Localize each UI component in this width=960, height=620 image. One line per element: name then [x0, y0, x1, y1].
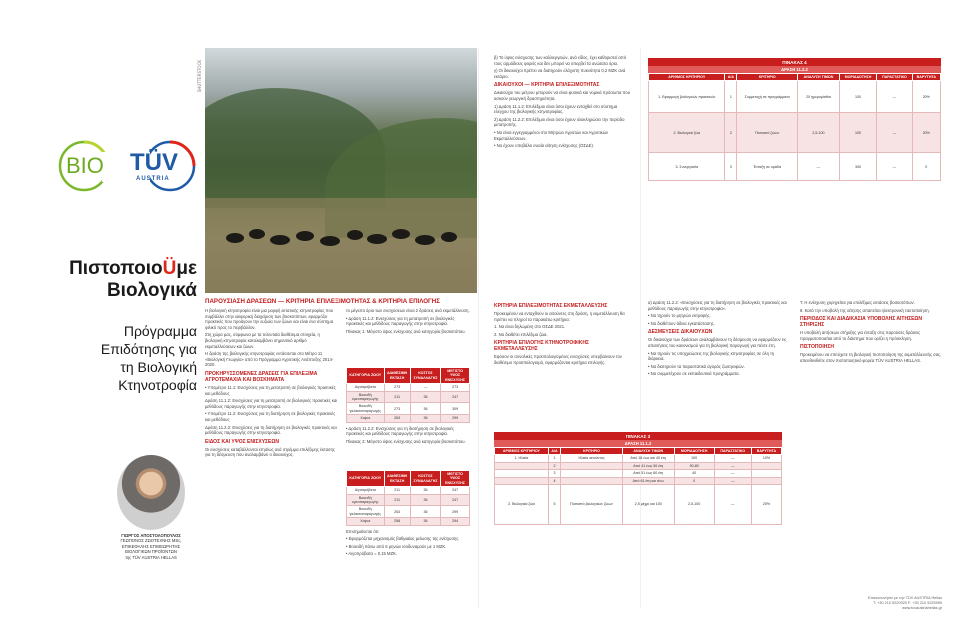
table-cell: Ηλικία αιτούντος — [561, 455, 623, 462]
bullet: 1. Να είναι δηλωμένη στο ΟΣΔΕ 2021. — [494, 324, 566, 330]
table-cell: 247 — [441, 487, 470, 494]
table-header-row — [495, 448, 782, 455]
table-cell: Βοοειδή γαλακτοπαραγωγής — [347, 403, 385, 415]
paragraph: Προκειμένου να επιτύχετε τη βιολογική πιστοποίηση της εκμετάλλευσής σας, απευθυνθείτε στον πιστοποιητικό φορέα TÜV AUSTRIA HELLAS. — [800, 352, 942, 363]
table-row — [347, 384, 470, 391]
logo-tuv-text: TÜV — [130, 149, 178, 176]
table-4 — [648, 58, 941, 181]
table-cell: 2,5 μέχρι και 100 — [622, 485, 674, 525]
paragraph: α) Δράση 11.2.2: «Ενισχύσεις για τη διατήρηση σε βιολογικές πρακτικές και μεθόδους παραγωγής στην κτηνοτροφία». — [648, 300, 787, 311]
table-cell: 20% — [751, 485, 781, 525]
table-cell: 5 — [548, 485, 560, 525]
section-heading: ΠΙΣΤΟΠΟΙΗΣΗ — [800, 344, 834, 351]
table-cell: 0 — [674, 477, 714, 484]
article-column-5 — [648, 300, 788, 379]
table-header: ΜΟΡΙΑΔΟΤΗΣΗ — [839, 74, 877, 81]
table-subtitle: ΔΡΑΣΗ 11.2.2 — [648, 66, 941, 73]
article-column-4 — [494, 300, 632, 368]
bullet: • Να είναι εγγεγραμμένοι στο Μητρώο Αγροτών και Αγροτικών Εκμεταλλεύσεων. — [494, 129, 609, 141]
footer-line: Τ: +30 210 5220920 F: +30 210 5225959 — [873, 601, 942, 605]
table-cell: 258 — [384, 518, 410, 525]
table-header: ΠΑΡΑΣΤΑΤΙΚΟ — [877, 74, 912, 81]
table-header-row — [347, 368, 470, 384]
table-cell: 36 — [410, 415, 440, 422]
footer-contact — [800, 596, 942, 611]
table-row — [347, 415, 470, 422]
cover-title — [69, 258, 197, 302]
bullet: • Εφαρμόζεται μηχανισμός βαθμιαίας μείωσης της ενίσχυσης. — [346, 536, 460, 542]
author-name: ΓΙΩΡΓΟΣ ΑΠΟΣΤΟΛΟΠΟΥΛΟΣ — [121, 533, 181, 538]
table-cell — [495, 477, 549, 484]
paragraph: Οι δικαιούχοι των δράσεων αναλαμβάνουν τη δέσμευση να εφαρμόζουν τις απαιτήσεις του κανονισμού για τη βιολογική παραγωγή για πέντε έτη. — [648, 337, 787, 348]
table-cell: 263 — [384, 415, 410, 422]
cover-panel — [0, 0, 205, 620]
table-cell: 247 — [441, 391, 470, 403]
table-cell: — — [714, 477, 751, 484]
table-row — [495, 455, 782, 462]
table-cell: 1. Ηλικία — [495, 455, 549, 462]
bullet: • Να έχουν υποβάλει ενιαία αίτηση ενίσχυσης (ΟΣΔΕ). — [494, 143, 595, 149]
table-cell: Ένταξη σε ομάδα — [737, 153, 798, 181]
table-cell: Χοίροι — [347, 518, 385, 525]
section-heading: ΠΕΡΙΟΔΟΣ ΚΑΙ ΔΙΑΔΙΚΑΣΙΑ ΥΠΟΒΟΛΗΣ ΑΙΤΗΣΕΩΝ ΣΤΗΡΙΞΗΣ — [800, 316, 923, 329]
paragraph: • Δράση 11.2.2: Ενισχύσεις για τη διατήρηση σε βιολογικές πρακτικές και μεθόδους παραγωγής στην κτηνοτροφία. — [346, 425, 454, 437]
bullet: • Αιγοπρόβατα = 0,15 ΜΖΚ. — [346, 551, 398, 557]
table-cell: — — [877, 153, 912, 181]
table-cell: 1 — [725, 81, 737, 113]
table-cell: Συμμετοχή σε προγράμματα — [737, 81, 798, 113]
table-cell — [751, 470, 781, 477]
bullet: • Να συμμετέχουν σε εκπαιδευτικά προγράμματα. — [648, 371, 740, 377]
table-cell: Χοίροι — [347, 415, 385, 422]
table-cell: 299 — [441, 506, 470, 518]
table-cell: 211 — [384, 487, 410, 494]
paragraph: 8. Κατά την υποβολή της αίτησης απαιτείται ηλεκτρονική ταυτοποίηση. — [800, 307, 930, 313]
paragraph: Πίνακας 1: Μέγιστο ύψος ενίσχυσης ανά κατηγορία βοσκοτόπου. — [346, 328, 466, 334]
article-column-3 — [494, 55, 632, 151]
title-part2: με — [176, 258, 197, 279]
author-role: της TÜV AUSTRIA HELLAS — [125, 554, 177, 560]
table-cell: 273 — [384, 384, 410, 391]
table-header: ΑΝΑΛΥΣΗ ΤΙΜΩΝ — [622, 448, 674, 455]
table-header: ΜΕΓΙΣΤΟ ΥΨΟΣ ΕΝΙΣΧΥΣΗΣ — [441, 368, 470, 384]
table-cell: Από 61 έτη και άνω — [622, 477, 674, 484]
table-cell: — — [877, 81, 912, 113]
table-header: ΚΟΣΤΟΣ ΣΥΝΑΛΛΑΓΗΣ — [410, 368, 440, 384]
table-cell: 1. Εφαρμογή βιολογικών πρακτικών — [649, 81, 725, 113]
footer-line: Επικοινωνήστε με την TÜV AUSTRIA Hellas — [867, 596, 942, 600]
author-role: ΕΠΙΚΕΦΑΛΗΣ ΕΠΙΘΕΩΡΗΤΗΣ — [121, 543, 181, 549]
table-cell: 247 — [441, 494, 470, 506]
table-cell: 20 ημερομίσθια — [798, 81, 840, 113]
paragraph: Η βιολογική κτηνοτροφία είναι μια μορφή εκτατικής κτηνοτροφίας που συμβάλλει στην αειφορική διαχείριση των βοσκοτόπων, εφαρμόζει πρακτικές που προάγουν την ευζωία των ζώων και είναι ένα σύστημα φιλικό προς το περιβάλλον. — [205, 308, 334, 330]
subtitle-line: Κτηνοτροφία — [118, 377, 197, 393]
table-header: ΒΑΡΥΤΗΤΑ — [912, 74, 940, 81]
table-cell: 100 — [839, 81, 877, 113]
table-row — [347, 506, 470, 518]
table-cell: 2,5-100 — [798, 113, 840, 153]
table-cell: 2 — [725, 113, 737, 153]
table-cell: 2 — [548, 462, 560, 469]
table-cell: 211 — [384, 494, 410, 506]
subtitle-line: τη Βιολογική — [120, 359, 197, 375]
table-header: ΑΝΑΛΥΣΗ ΤΙΜΩΝ — [798, 74, 840, 81]
paragraph: γ) Οι δικαιούχοι πρέπει να διατηρούν ελάχιστη πυκνότητα 0,2 ΜΖΚ ανά εκτάριο. — [494, 68, 626, 79]
article-column-2 — [346, 308, 472, 336]
goat-herd — [215, 208, 465, 258]
author-photo — [117, 455, 185, 530]
table-cell: 3. Συνεργασία — [649, 153, 725, 181]
table-row — [649, 113, 941, 153]
bullet: • Βοοειδή πάνω από 6 μηνών ισοδυναμούν με 1 ΜΖΚ. — [346, 543, 447, 549]
paragraph: Επισημαίνεται ότι: — [346, 528, 380, 534]
table-header: ΔΙΑΘΕΣΙΜΗ ΕΚΤΑΣΗ — [384, 368, 410, 384]
author-role: ΓΕΩΠΟΝΟΣ ΖΩΟΤΕΧΝΗΣ MSc, — [120, 538, 182, 544]
table-cell: 299 — [441, 415, 470, 422]
table-cell: Βοοειδή γαλακτοπαραγωγής — [347, 506, 385, 518]
footer-link[interactable]: www.tuvaustriahellas.gr — [902, 606, 942, 610]
paragraph: Η υποβολή αιτήσεων στήριξης για ένταξη στις παρούσες δράσεις πραγματοποιείται από το διάστημα που ορίζει η πρόσκληση. — [800, 330, 921, 341]
table-cell — [561, 462, 623, 469]
paragraph: 1) Δράση 11.1.2: Επιλέξιμοι είναι όσοι έχουν ενταχθεί στο σύστημα ελέγχου της βιολογικής κτηνοτροφίας. — [494, 103, 618, 115]
title-u: Ü — [162, 258, 177, 279]
table-cell: — — [410, 384, 440, 391]
table-title: ΠΙΝΑΚΑΣ 3 — [494, 432, 782, 440]
table-cell: 0 — [912, 153, 940, 181]
table-row — [649, 153, 941, 181]
subtitle-line: Επιδότησης για — [100, 341, 197, 357]
bullet: • Να διατηρούν τα παραστατικά αγοράς ζωοτροφών. — [648, 363, 745, 369]
table-cell — [495, 470, 549, 477]
table-row — [495, 462, 782, 469]
bullet: Δράση 11.2.2: Ενισχύσεις για τη διατήρηση σε βιολογικές πρακτικές και μεθόδους παραγωγής στην κτηνοτροφία. — [205, 424, 337, 436]
table-header: ΚΑΤΗΓΟΡΙΑ ΖΩΟΥ — [347, 368, 385, 384]
table-cell: — — [714, 462, 751, 469]
main-heading: ΠΑΡΟΥΣΙΑΣΗ ΔΡΑΣΕΩΝ — ΚΡΙΤΗΡΙΑ ΕΠΙΛΕΞΙΜΟΤΗΤΑΣ & ΚΡΙΤΗΡΙΑ ΕΠΙΛΟΓΗΣ — [205, 298, 440, 305]
bullet: • Να τηρούν το μητρώο εκτροφής. — [648, 313, 711, 319]
table-cell: 1 — [548, 455, 560, 462]
cover-subtitle — [101, 322, 197, 394]
page-fold — [478, 48, 479, 608]
author-role: ΒΙΟΛΟΓΙΚΩΝ ΠΡΟΪΟΝΤΩΝ — [125, 549, 177, 555]
table-cell: 36 — [410, 487, 440, 494]
table-cell: 211 — [384, 391, 410, 403]
table-cell: — — [714, 485, 751, 525]
table-row — [649, 81, 941, 113]
table-cell: 2,5-100 — [674, 485, 714, 525]
table-cell: Ποσοστό ζώων — [737, 113, 798, 153]
table-cell — [495, 462, 549, 469]
section-heading: ΔΕΣΜΕΥΣΕΙΣ ΔΙΚΑΙΟΥΧΩΝ — [648, 329, 713, 336]
table-header: ΠΑΡΑΣΤΑΤΙΚΟ — [714, 448, 751, 455]
title-line2: Βιολογικά — [106, 280, 197, 301]
subtitle-line: Πρόγραμμα — [123, 323, 197, 339]
table-cell: 273 — [441, 384, 470, 391]
table-cell: — — [877, 113, 912, 153]
table-2 — [346, 470, 470, 559]
table-header: ΚΡΙΤΗΡΙΟ — [561, 448, 623, 455]
table-row — [347, 494, 470, 506]
table-cell: 100 — [839, 113, 877, 153]
table-header: ΜΟΡΙΑΔΟΤΗΣΗ — [674, 448, 714, 455]
table-cell: 100 — [674, 455, 714, 462]
table-row — [347, 391, 470, 403]
section-heading: ΠΡΟΚΗΡΥΣΣΟΜΕΝΕΣ ΔΡΑΣΕΙΣ ΓΙΑ ΕΠΙΛΕΞΙΜΑ ΑΓΡΟΤΕΜΑΧΙΑ ΚΑΙ ΒΟΣΚΗΜΑΤΑ — [205, 370, 318, 383]
table-cell: 90-80 — [674, 462, 714, 469]
mountain-goats-photo — [205, 48, 477, 293]
table-cell — [751, 477, 781, 484]
table-row — [495, 477, 782, 484]
paragraph: 2) Δράση 11.2.2: Επιλέξιμοι είναι όσοι έχουν ολοκληρώσει την περίοδο μετατροπής. — [494, 116, 625, 128]
table-row — [347, 403, 470, 415]
article-column-1 — [205, 308, 338, 460]
table-cell: Βοοειδή κρεοπαραγωγής — [347, 494, 385, 506]
table-header-row — [649, 74, 941, 81]
table-2-notes — [346, 529, 470, 557]
table-row — [495, 485, 782, 525]
paragraph: β) Το ύψος ενίσχυσης των καλλιεργειών, ανά είδος, έχει καθοριστεί από τους αρμόδιους φορείς και δεν μπορεί να υπερβεί τα ανώτατα όρια. — [494, 55, 627, 66]
table-header: ΑΡΙΘΜΟΣ ΚΡΙΤΗΡΙΟΥ — [649, 74, 725, 81]
table-cell: 36 — [410, 494, 440, 506]
table-cell: 10% — [751, 455, 781, 462]
table-cell: Αιγοπρόβατα — [347, 487, 385, 494]
table-title: ΠΙΝΑΚΑΣ 4 — [648, 58, 941, 66]
table-cell: 36 — [410, 506, 440, 518]
table-cell: Από 41 έως 50 έτη — [622, 462, 674, 469]
table-cell: 309 — [441, 403, 470, 415]
bullet: 2. Να διαθέτει επιλέξιμα ζώα. — [494, 331, 548, 337]
bio-tuv-austria-logo — [58, 140, 198, 195]
table-cell: 273 — [384, 403, 410, 415]
table-header: ΚΡΙΤΗΡΙΟ — [737, 74, 798, 81]
paragraph: Προκειμένου να ενταχθούν οι αιτούντες στη δράση, η εκμετάλλευση θα πρέπει να πληροί τα παρακάτω κριτήρια: — [494, 311, 625, 322]
table-subtitle: ΔΡΑΣΗ 11.1.2 — [494, 440, 782, 447]
paragraph: Οι ενισχύσεις καταβάλλονται ετησίως ανά στρέμμα επιλέξιμης έκτασης για τη δέσμευση που αναλαμβάνει ο δικαιούχος. — [205, 446, 335, 458]
table-row — [347, 518, 470, 525]
table-cell — [561, 477, 623, 484]
paragraph: Πίνακας 2: Μέγιστο ύψος ενίσχυσης ανά κατηγορία βοσκοτόπου. — [346, 438, 466, 444]
photo-credit: SHUTTERSTOCK — [197, 60, 202, 93]
table-cell: 263 — [384, 506, 410, 518]
table-cell: — — [714, 455, 751, 462]
table-cell: 3 — [725, 153, 737, 181]
logo-austria-text: AUSTRIA — [136, 176, 170, 182]
table-header-row — [347, 471, 470, 487]
table-cell: Βοοειδή κρεοπαραγωγής — [347, 391, 385, 403]
table-cell: 4 — [548, 477, 560, 484]
table-cell: 20% — [912, 81, 940, 113]
paragraph: το μέγιστο όριο των ενισχύσεων είναι 2 δράσεις ανά εκμετάλλευση. — [346, 308, 470, 313]
table-cell: Ποσοστό βιολογικών ζώων — [561, 485, 623, 525]
table-header: Α/Α — [725, 74, 737, 81]
table-cell: — — [714, 470, 751, 477]
table-cell: 3 — [548, 470, 560, 477]
section-heading: ΚΡΙΤΗΡΙΑ ΕΠΙΛΟΓΗΣ ΚΤΗΝΟΤΡΟΦΙΚΗΣ ΕΚΜΕΤΑΛΛΕΥΣΗΣ — [494, 340, 589, 353]
bullet: • Να διαθέτουν άδεια εγκατάστασης. — [648, 320, 715, 326]
article-column-6 — [800, 300, 942, 366]
table-cell: 36 — [410, 518, 440, 525]
bullet: Δράση 11.1.2: Ενισχύσεις για τη μετατροπή σε βιολογικές πρακτικές και μεθόδους παραγωγής στην κτηνοτροφία. — [205, 398, 338, 409]
table-cell: Αιγοπρόβατα — [347, 384, 385, 391]
table-row — [347, 487, 470, 494]
bullet: • Υπομέτρο 11.2: Ενισχύσεις για τη διατήρηση σε βιολογικές πρακτικές και μεθόδους — [205, 411, 336, 422]
paragraph: Τ. Η ενίσχυση χορηγείται για επιλέξιμες εκτάσεις βοσκοτόπων. — [800, 300, 915, 305]
table-header: Α/Α — [548, 448, 560, 455]
table-header: ΚΟΣΤΟΣ ΣΥΝΑΛΛΑΓΗΣ — [410, 471, 440, 487]
paragraph: Η δράση της βιολογικής κτηνοτροφίας εντάσσεται στο Μέτρο 11 «Βιολογική Γεωργία» από το Πρόγραμμα Αγροτικής Ανάπτυξης 2014-2020. — [205, 351, 334, 368]
author-caption — [96, 533, 206, 560]
table-cell: 294 — [441, 518, 470, 525]
table-header: ΔΙΑΘΕΣΙΜΗ ΕΚΤΑΣΗ — [384, 471, 410, 487]
table-1 — [346, 367, 470, 446]
table-header: ΒΑΡΥΤΗΤΑ — [751, 448, 781, 455]
table-cell: 2. Βιολογικά ζώα — [649, 113, 725, 153]
table-cell: 300 — [839, 153, 877, 181]
section-heading: ΕΙΔΟΣ ΚΑΙ ΥΨΟΣ ΕΝΙΣΧΥΣΕΩΝ — [205, 438, 279, 445]
paragraph: Εφόσον οι συνολικές προϋπολογισμένες ενισχύσεις υπερβαίνουν τον διαθέσιμο προϋπολογισμό, εφαρμόζονται κριτήρια επιλογής. — [494, 354, 622, 365]
table-cell — [751, 462, 781, 469]
paragraph: • Δράση 11.1.2: Ενισχύσεις για τη μετατροπή σε βιολογικές πρακτικές και μεθόδους παραγωγής στην κτηνοτροφία. — [346, 315, 455, 327]
table-cell: 2. Βιολογικά ζώα — [495, 485, 549, 525]
table-cell: 40 — [674, 470, 714, 477]
section-heading: ΔΙΚΑΙΟΥΧΟΙ — ΚΡΙΤΗΡΙΑ ΕΠΙΛΕΞΙΜΟΤΗΤΑΣ — [494, 82, 600, 89]
table-cell: 36 — [410, 391, 440, 403]
table-row — [495, 470, 782, 477]
paragraph: Στη χώρα μας, σύμφωνα με τα τελευταία διαθέσιμα στοιχεία, η βιολογική κτηνοτροφία καταλαμβάνει σημαντικό αριθμό εκμεταλλεύσεων και ζώων. — [205, 332, 320, 349]
bullet: • Υπομέτρο 11.1: Ενισχύσεις για τη μετατροπή σε βιολογικές πρακτικές και μεθόδους — [205, 384, 336, 396]
bullet: • Να τηρούν τις υποχρεώσεις της βιολογικής κτηνοτροφίας σε όλη τη διάρκεια. — [648, 350, 775, 362]
table-cell: 36 — [410, 403, 440, 415]
table-cell — [561, 470, 623, 477]
table-3 — [494, 432, 782, 525]
title-part1: Πιστοποιο — [69, 258, 163, 279]
table-header: ΜΕΓΙΣΤΟ ΥΨΟΣ ΕΝΙΣΧΥΣΗΣ — [441, 471, 470, 487]
table-cell: Από 18 έως και 40 έτη — [622, 455, 674, 462]
table-cell: Από 51 έως 60 έτη — [622, 470, 674, 477]
section-heading: ΚΡΙΤΗΡΙΑ ΕΠΙΛΕΞΙΜΟΤΗΤΑΣ ΕΚΜΕΤΑΛΛΕΥΣΗΣ — [494, 303, 608, 309]
table-cell: 20% — [912, 113, 940, 153]
paragraph: Δικαιούχοι του μέτρου μπορούν να είναι φυσικά και νομικά πρόσωπα που ασκούν γεωργική δραστηριότητα. — [494, 90, 630, 101]
table-cell: — — [798, 153, 840, 181]
table-header: ΑΡΙΘΜΟΣ ΚΡΙΤΗΡΙΟΥ — [495, 448, 549, 455]
table-header: ΚΑΤΗΓΟΡΙΑ ΖΩΟΥ — [347, 471, 385, 487]
logo-bio-text: BIO — [66, 153, 104, 178]
table-1-notes — [346, 426, 470, 445]
